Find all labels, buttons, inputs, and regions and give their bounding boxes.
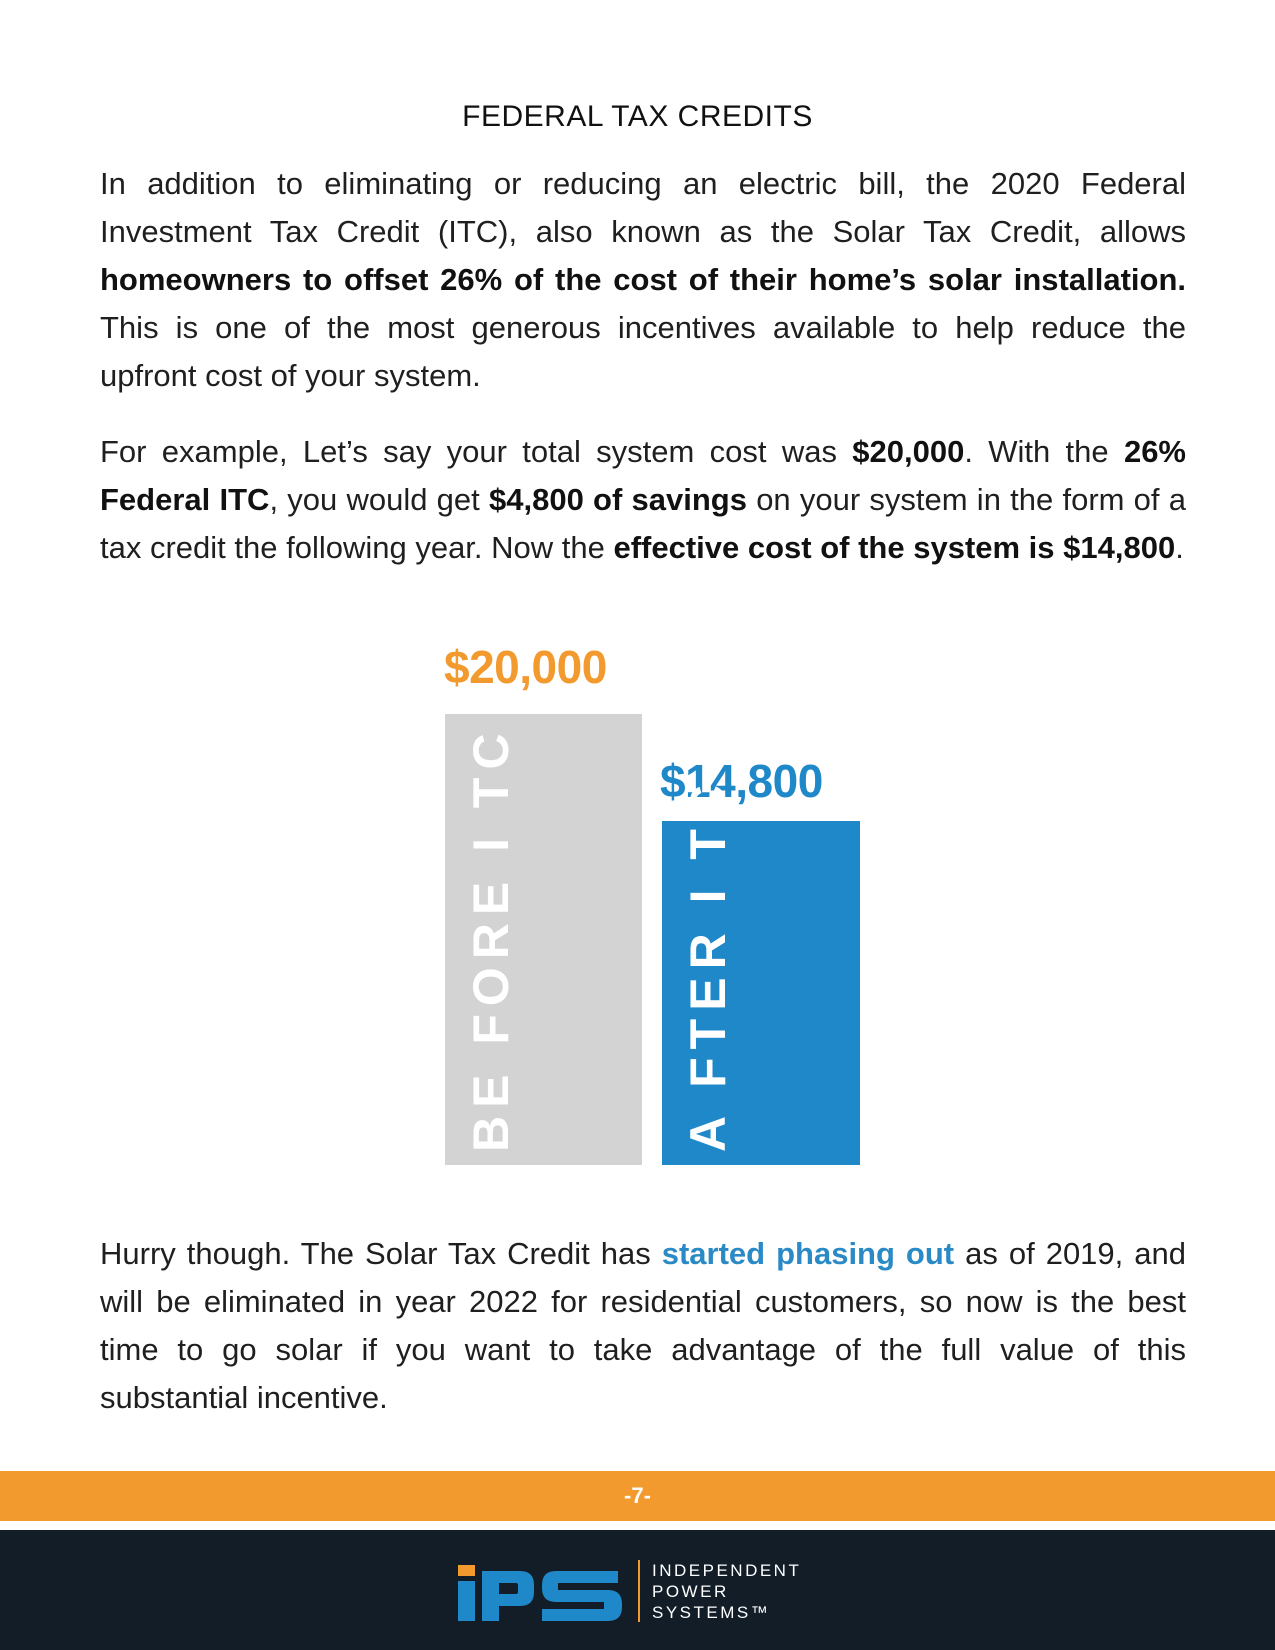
bar-value-before-itc: $20,000 xyxy=(444,641,607,693)
paragraph-itc-intro xyxy=(100,160,1186,400)
text-span: For example, Let’s say your total system cost was xyxy=(100,434,853,469)
text-span: on your system in the form of a tax credit the following year. Now the xyxy=(100,482,1187,565)
bold-span: homeowners to offset 26% of the cost of their home’s solar installation. xyxy=(100,262,1186,297)
paragraph-example xyxy=(100,428,1186,572)
bold-span: $4,800 of savings xyxy=(489,482,747,517)
paragraph-hurry xyxy=(100,1230,1186,1422)
bold-span: effective cost of the system is $14,800 xyxy=(613,530,1176,565)
text-span: . xyxy=(1175,530,1184,565)
text-span: , you would get xyxy=(269,482,489,517)
text-span: . With the xyxy=(964,434,1124,469)
bar-label-after-itc: A FTER I TC xyxy=(680,776,736,1152)
text-span: Hurry though. The Solar Tax Credit has xyxy=(100,1236,662,1271)
company-name-line: SYSTEMS™ xyxy=(652,1603,771,1622)
text-span: In addition to eliminating or reducing an electric bill, the 2020 Federal Investment Tax Credit (ITC), also known as the Solar Tax Credit, allows xyxy=(100,166,1186,249)
text-span: This is one of the most generous incentives available to help reduce the upfront cost of your system. xyxy=(100,310,1186,393)
bar-value-after-itc: $14,800 xyxy=(660,755,823,807)
bold-span: 26% Federal ITC xyxy=(100,434,1186,517)
phasing-out-link[interactable]: started phasing out xyxy=(661,1236,955,1271)
bar-label-before-itc: BE FORE I TC xyxy=(463,725,519,1152)
page-number-band xyxy=(0,1471,1275,1521)
page-number: -7- xyxy=(624,1483,651,1508)
company-name-line: INDEPENDENT xyxy=(652,1561,802,1580)
company-name-line: POWER xyxy=(652,1582,729,1601)
ips-logo-icon xyxy=(458,1565,626,1623)
page-title: FEDERAL TAX CREDITS xyxy=(462,100,813,133)
footer-divider xyxy=(0,1521,1275,1530)
text-span: as of 2019, and will be eliminated in year 2022 for residential customers, so now is the best time to go solar if you want to take advantage of the full value of this substantial incentive. xyxy=(100,1236,1186,1415)
company-name xyxy=(652,1560,801,1623)
bold-span: $20,000 xyxy=(852,434,965,469)
logo-divider xyxy=(638,1560,640,1622)
footer xyxy=(0,1530,1275,1650)
